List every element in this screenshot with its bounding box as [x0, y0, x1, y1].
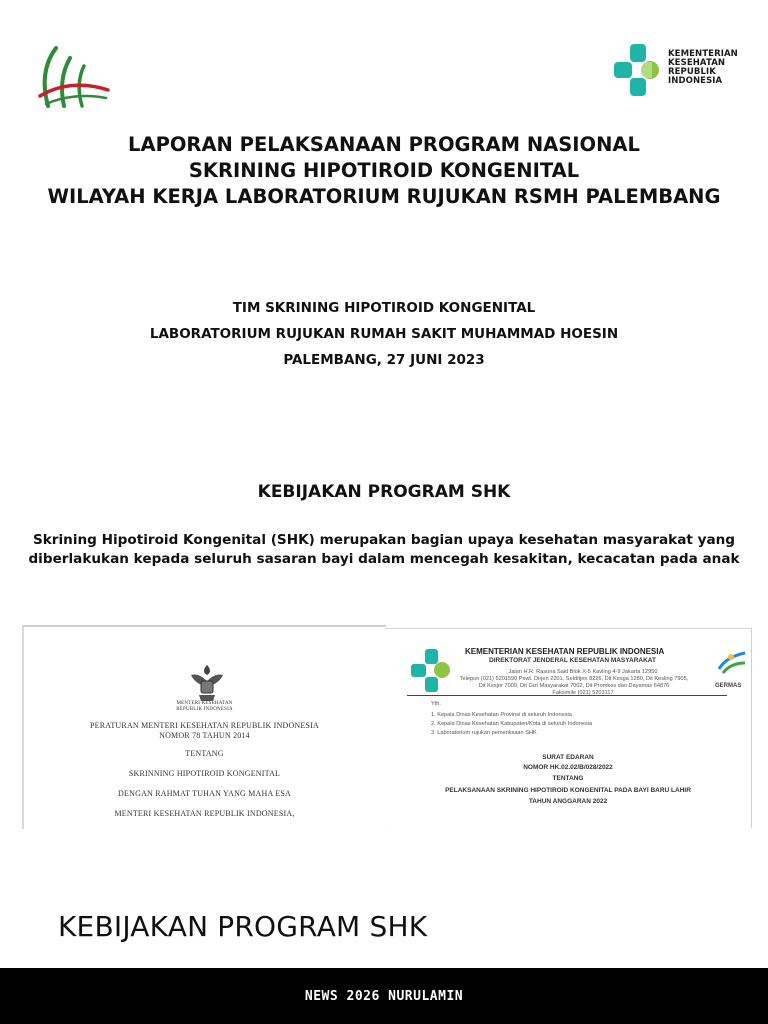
report-date: PALEMBANG, 27 JUNI 2023 [283, 352, 485, 368]
policy-description: Skrining Hipotiroid Kongenital (SHK) merupakan bagian upaya kesehatan masyarakat yang diberlakukan kepada seluruh sasaran bayi dalam mencegah kesakitan, kecacatan pada anak [28, 532, 740, 567]
hospital-logo [34, 44, 114, 114]
kemenkes-small-icon [409, 647, 455, 695]
kemenkes-logo [610, 36, 740, 106]
garuda-emblem-icon [187, 661, 227, 703]
germas-icon [715, 649, 749, 679]
report-title [0, 132, 768, 210]
policy-title: KEBIJAKAN PROGRAM SHK [257, 482, 511, 502]
team-name: TIM SKRINING HIPOTIROID KONGENITAL [232, 300, 536, 316]
title-line-3: WILAYAH KERJA LABORATORIUM RUJUKAN RSMH PALEMBANG [47, 185, 721, 208]
title-line-2: SKRINING HIPOTIROID KONGENITAL [188, 159, 580, 182]
kemenkes-logo-text: KEMENTERIAN KESEHATAN REPUBLIK INDONESIA [668, 49, 738, 86]
title-line-1: LAPORAN PELAKSANAAN PROGRAM NASIONAL [128, 133, 640, 156]
circular-letter-image: KEMENTERIAN KESEHATAN REPUBLIK INDONESIA DIREKTORAT JENDERAL KESEHATAN MASYARAKAT Jalan H.R. Rasuna Said Blok X-5 Kavling 4-9 Jakarta 12950 Telepon (021) 5201590 Pswt. Dirjen 2201, Setditjen 8226, Dit Kesga 1280, Dit Kesling 7905, Dit Kesjor 7009, Dit Gizi Masyarakat 7002, Dit Promkes dan Dayamas 64876 Faksimile (021) 5203117 GERMAS Yth. 1. Kepala Dinas Kesehatan Provinsi di seluruh Indonesia 2. Kepala Dinas Kesehatan Kabupaten/Kota di seluruh Indonesia 3. Laboratorium rujukan pemeriksaan SHK SURAT EDARAN NOMOR HK.02.02/B/028/2022 TENTANG PELAKSANAAN SKRINING HIPOTIROID KONGENITAL PADA BAYI BARU LAHIR TAHUN ANGGARAN 2022 [385, 628, 752, 828]
lab-name: LABORATORIUM RUJUKAN RUMAH SAKIT MUHAMMAD HOESIN [149, 326, 619, 342]
team-info [0, 295, 768, 373]
footer-bar [0, 968, 768, 1024]
bottom-heading: KEBIJAKAN PROGRAM SHK [58, 910, 428, 943]
regulation-document-image: MENTERI KESEHATAN REPUBLIK INDONESIA PERATURAN MENTERI KESEHATAN REPUBLIK INDONESIA NOMOR 78 TAHUN 2014 TENTANG SKRINNING HIPOTIROID KONGENITAL DENGAN RAHMAT TUHAN YANG MAHA ESA MENTERI KESEHATAN REPUBLIK INDONESIA, [22, 625, 386, 829]
footer-text: NEWS 2026 NURULAMIN [304, 989, 464, 1004]
